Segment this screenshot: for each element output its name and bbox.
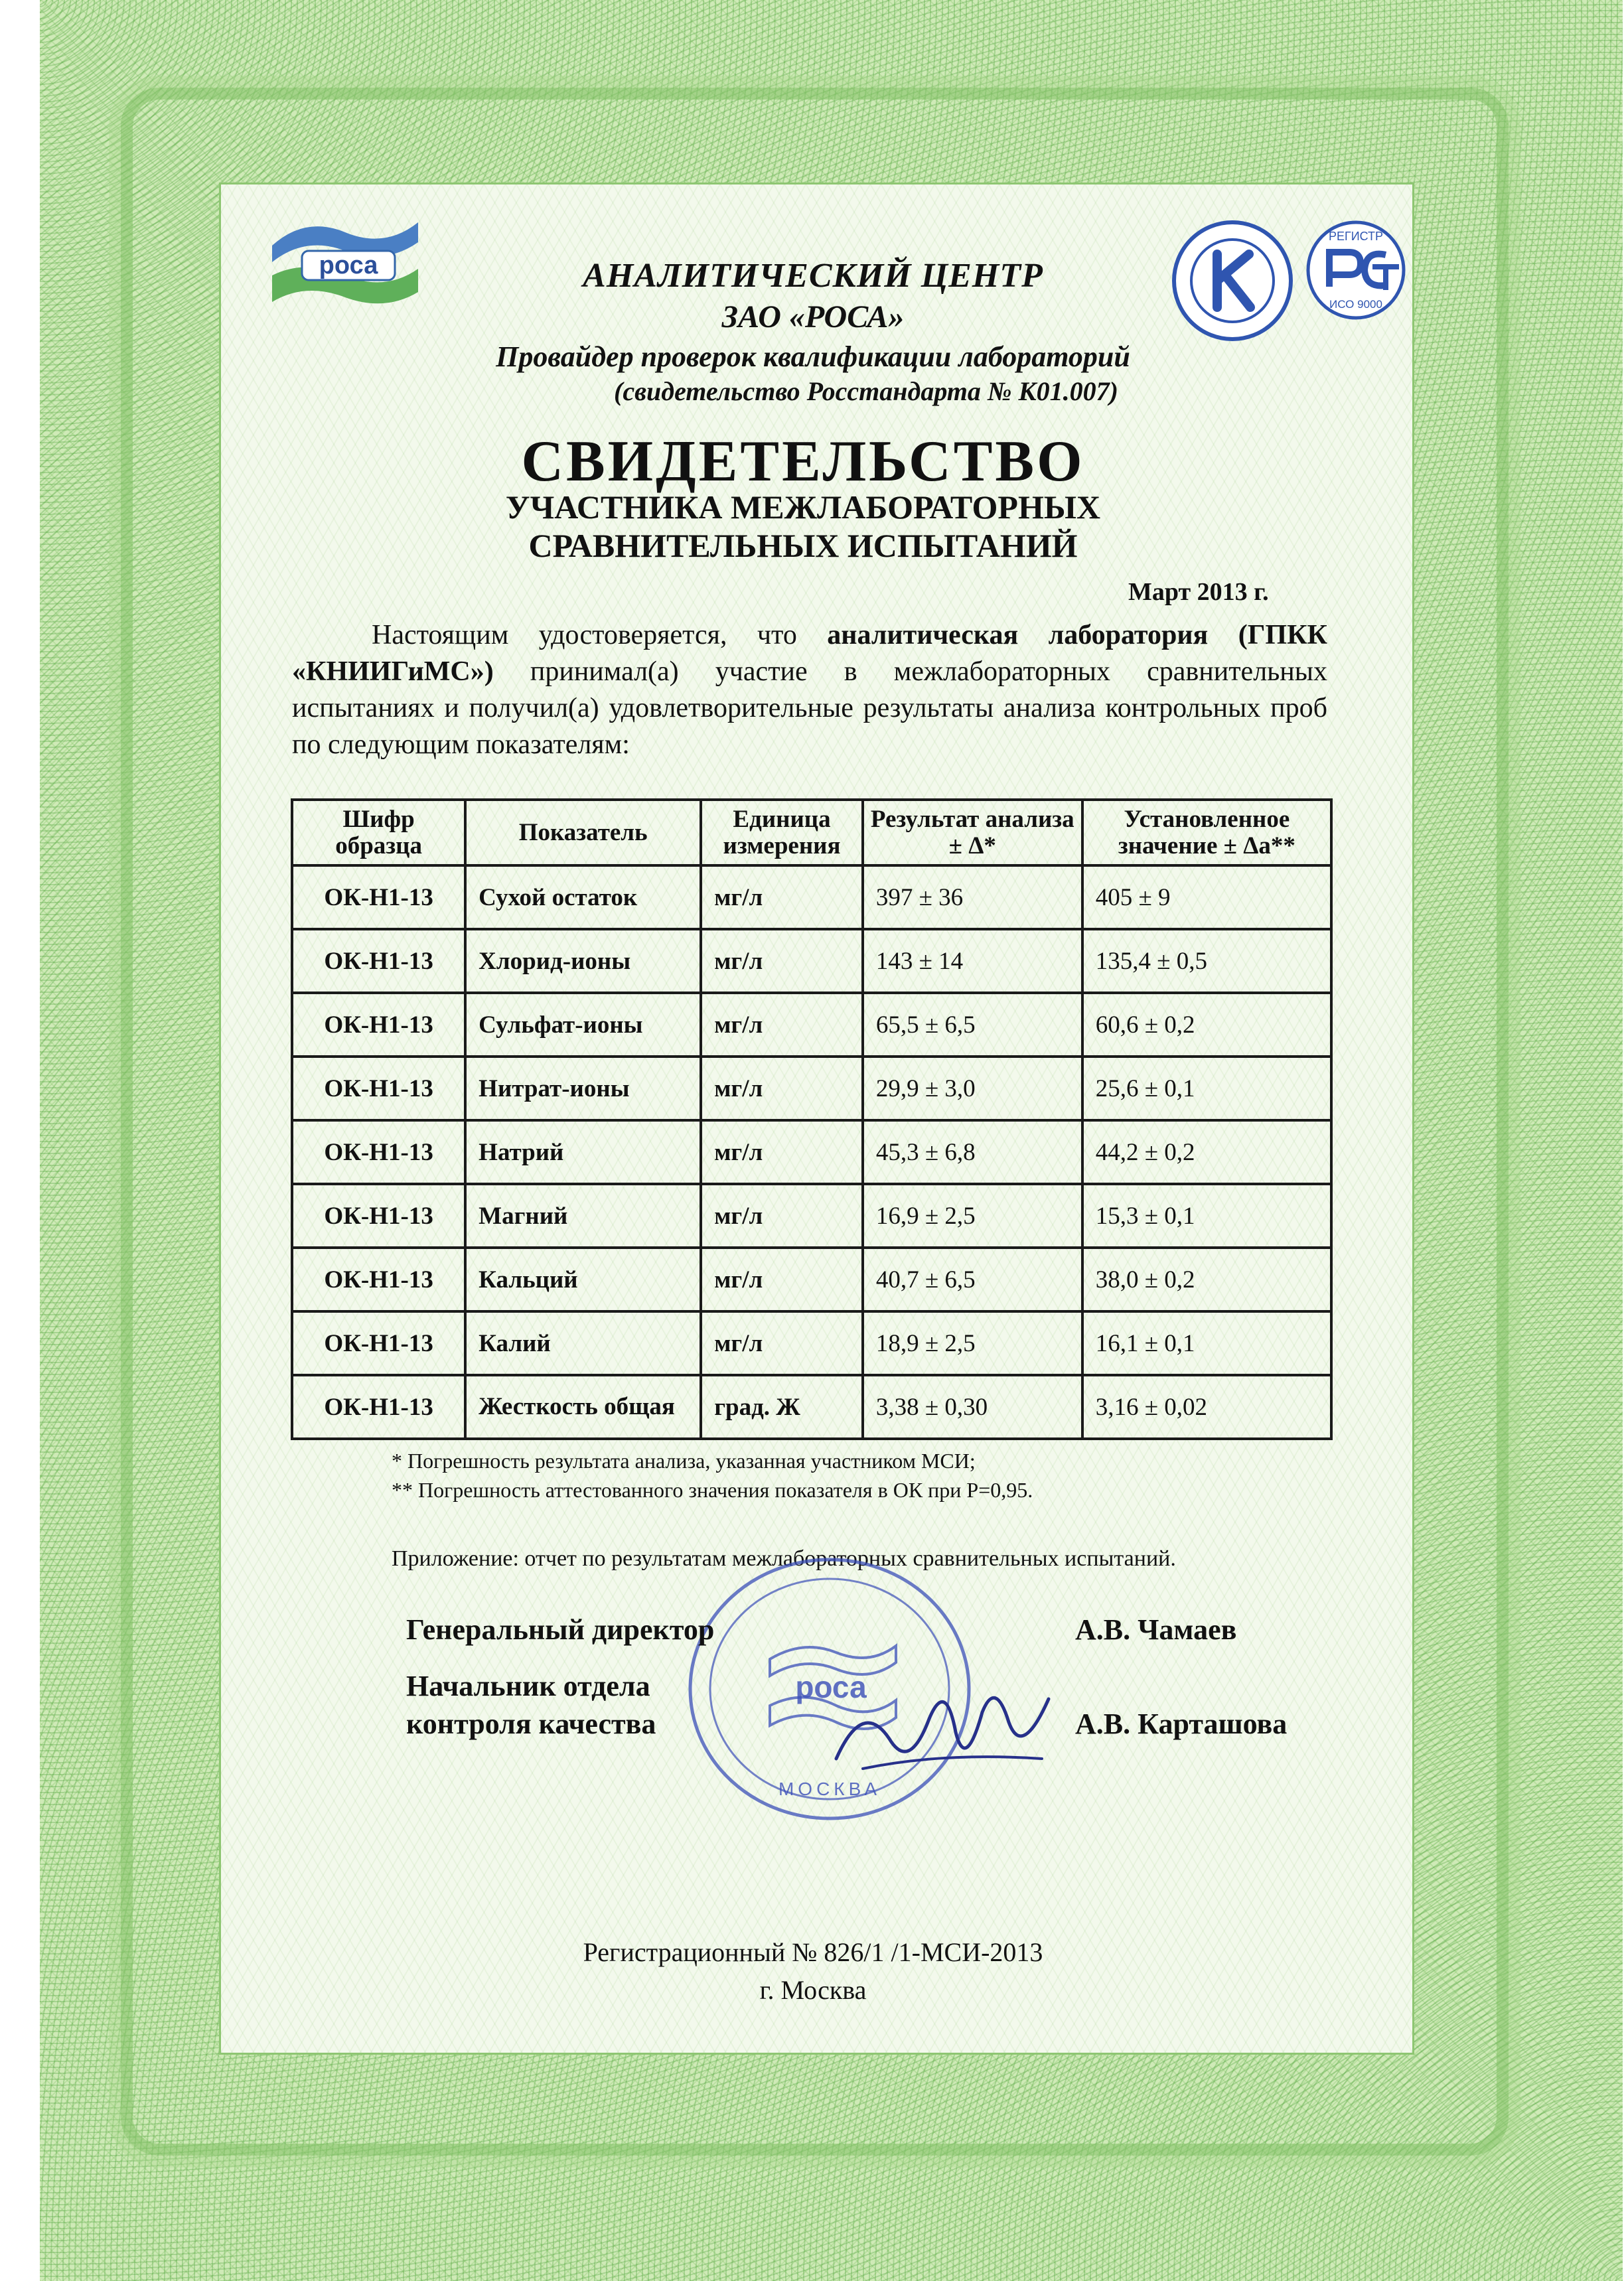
cell-established: 15,3 ± 0,1 (1082, 1184, 1331, 1248)
table-row (292, 929, 1331, 993)
org-role: Провайдер проверок квалификации лабораторий (496, 340, 1130, 373)
cell-unit: мг/л (701, 1311, 863, 1375)
cell-result: 65,5 ± 6,5 (863, 993, 1082, 1057)
table-row (292, 993, 1331, 1057)
header-indicator: Показатель (465, 800, 701, 865)
intro-part1: Настоящим удостоверяется, что (372, 620, 828, 650)
header-established: Установленное значение ± Δа** (1082, 800, 1331, 865)
cell-result: 18,9 ± 2,5 (863, 1311, 1082, 1375)
certificate-subtitle-line2: СРАВНИТЕЛЬНЫХ ИСПЫТАНИЙ (528, 527, 1078, 564)
cell-indicator: Кальций (465, 1248, 701, 1311)
lab-name: аналитическая лаборатория (ГПКК «КНИИГиМС») (292, 620, 1327, 687)
appendix-note: Приложение: отчет по результатам межлабораторных сравнительных испытаний. (392, 1546, 1176, 1571)
table-row (292, 865, 1331, 929)
cell-established: 16,1 ± 0,1 (1082, 1311, 1331, 1375)
table-row (292, 1375, 1331, 1439)
table-row (292, 1311, 1331, 1375)
cell-unit: мг/л (701, 865, 863, 929)
cell-code: ОК-Н1-13 (292, 993, 465, 1057)
stamp-bottom-text: МОСКВА (778, 1779, 881, 1799)
org-name-line1: АНАЛИТИЧЕСКИЙ ЦЕНТР (583, 257, 1043, 295)
header-code: Шифр образца (292, 800, 465, 865)
qc-title-line2: контроля качества (406, 1708, 656, 1740)
cell-indicator: Калий (465, 1311, 701, 1375)
cell-unit: мг/л (701, 1248, 863, 1311)
cell-unit: град. Ж (701, 1375, 863, 1439)
cell-indicator: Жесткость общая (465, 1375, 701, 1439)
cell-established: 3,16 ± 0,02 (1082, 1375, 1331, 1439)
cell-result: 16,9 ± 2,5 (863, 1184, 1082, 1248)
cell-result: 29,9 ± 3,0 (863, 1057, 1082, 1120)
table-row (292, 1057, 1331, 1120)
cell-indicator: Нитрат-ионы (465, 1057, 701, 1120)
results-table (291, 798, 1333, 1440)
cell-result: 45,3 ± 6,8 (863, 1120, 1082, 1184)
cell-code: ОК-Н1-13 (292, 1120, 465, 1184)
table-header-row (292, 800, 1331, 865)
table-row (292, 1120, 1331, 1184)
registration-number: Регистрационный № 826/1 /1-МСИ-2013 (583, 1937, 1043, 1967)
org-certificate-ref: (свидетельство Росстандарта № К01.007) (614, 376, 1118, 406)
rostest-register-logo (1299, 214, 1412, 327)
cell-result: 397 ± 36 (863, 865, 1082, 929)
cell-established: 60,6 ± 0,2 (1082, 993, 1331, 1057)
cell-unit: мг/л (701, 1057, 863, 1120)
cell-code: ОК-Н1-13 (292, 1375, 465, 1439)
cell-indicator: Хлорид-ионы (465, 929, 701, 993)
cell-code: ОК-Н1-13 (292, 1248, 465, 1311)
cell-indicator: Натрий (465, 1120, 701, 1184)
certificate-date: Март 2013 г. (1128, 578, 1269, 606)
cell-indicator: Сухой остаток (465, 865, 701, 929)
register-label: РЕГИСТР (1328, 230, 1384, 243)
cell-established: 25,6 ± 0,1 (1082, 1057, 1331, 1120)
footnote-2: ** Погрешность аттестованного значения показателя в ОК при Р=0,95. (392, 1478, 1033, 1502)
cell-code: ОК-Н1-13 (292, 1057, 465, 1120)
cell-result: 40,7 ± 6,5 (863, 1248, 1082, 1311)
table-row (292, 1248, 1331, 1311)
cell-established: 44,2 ± 0,2 (1082, 1120, 1331, 1184)
cell-result: 143 ± 14 (863, 929, 1082, 993)
cell-established: 405 ± 9 (1082, 865, 1331, 929)
table-row (292, 1184, 1331, 1248)
cell-established: 38,0 ± 0,2 (1082, 1248, 1331, 1311)
iso-label: ИСО 9000 (1329, 298, 1382, 311)
director-name: А.В. Чамаев (1075, 1613, 1237, 1646)
cell-result: 3,38 ± 0,30 (863, 1375, 1082, 1439)
intro-paragraph (292, 617, 1327, 763)
certificate-subtitle-line1: УЧАСТНИКА МЕЖЛАБОРАТОРНЫХ (505, 488, 1101, 526)
footnote-1: * Погрешность результата анализа, указанная участником МСИ; (392, 1449, 976, 1473)
org-name-line2: ЗАО «РОСА» (721, 299, 905, 334)
certificate-title: СВИДЕТЕЛЬСТВО (521, 429, 1085, 494)
stamp-center-text: роса (795, 1670, 867, 1704)
signature (823, 1659, 1062, 1792)
cell-unit: мг/л (701, 993, 863, 1057)
header-result: Результат анализа ± Δ* (863, 800, 1082, 865)
cell-code: ОК-Н1-13 (292, 1184, 465, 1248)
qc-name: А.В. Карташова (1075, 1708, 1288, 1740)
cell-code: ОК-Н1-13 (292, 1311, 465, 1375)
city: г. Москва (759, 1975, 867, 2005)
cell-unit: мг/л (701, 929, 863, 993)
intro-part2: принимал(а) участие в межлабораторных сравнительных испытаниях и получил(а) удовлетворительные результаты анализа контрольных проб по следующим показателям: (292, 656, 1327, 760)
qc-title-line1: Начальник отдела (406, 1670, 650, 1702)
cell-code: ОК-Н1-13 (292, 865, 465, 929)
cell-code: ОК-Н1-13 (292, 929, 465, 993)
header-unit: Единица измерения (701, 800, 863, 865)
roca-logo-text: роса (319, 252, 378, 279)
cell-indicator: Сульфат-ионы (465, 993, 701, 1057)
director-title: Генеральный директор (406, 1613, 715, 1646)
cell-established: 135,4 ± 0,5 (1082, 929, 1331, 993)
cell-unit: мг/л (701, 1120, 863, 1184)
cell-unit: мг/л (701, 1184, 863, 1248)
cell-indicator: Магний (465, 1184, 701, 1248)
